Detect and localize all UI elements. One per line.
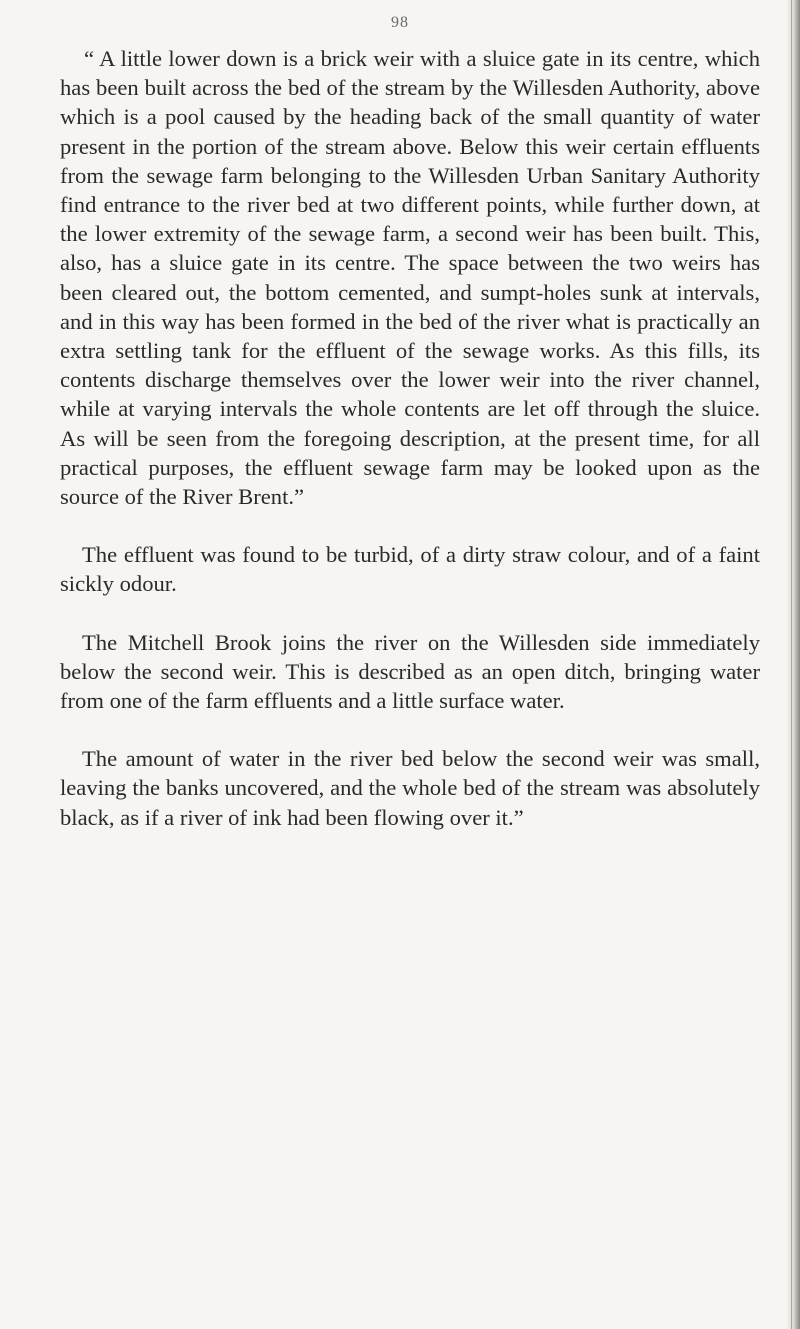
paragraph-gap (60, 715, 760, 744)
paragraph-gap (60, 511, 760, 540)
paragraph-effluent-observation: The effluent was found to be turbid, of a dirty straw colour, and of a faint sickly odour. (60, 542, 760, 597)
paragraph-river-bed: The amount of water in the river bed below the second weir was small, leaving the banks uncovered, and the whole bed of the stream was absolutely black, as if a river of ink had been flowing over it.” (60, 746, 760, 830)
paragraph-gap (60, 599, 760, 628)
body-text (60, 44, 760, 832)
paragraph-mitchell-brook: The Mitchell Brook joins the river on the Willesden side immediately below the second weir. This is described as an open ditch, bringing water from one of the farm effluents and a little surface water. (60, 629, 760, 714)
page-edge-shadow (786, 0, 800, 1329)
page-number: 98 (391, 14, 409, 31)
page-edge-line (791, 0, 792, 1329)
paragraph-quoted-description: “ A little lower down is a brick weir with a sluice gate in its centre, which has been built across the bed of the stream by the Willesden Authority, above which is a pool caused by the heading back of the small quantity of water present in the portion of the stream above. Below this weir certain effluents from the sewage farm belonging to the Willesden Urban Sanitary Authority find entrance to the river bed at two different points, while further down, at the lower extremity of the sewage farm, a second weir has been built. This, also, has a sluice gate in its centre. The space between the two weirs has been cleared out, the bottom cemented, and sumpt-holes sunk at intervals, and in this way has been formed in the bed of the river what is practically an extra settling tank for the effluent of the sewage works. As this fills, its contents discharge themselves over the lower weir into the river channel, while at varying intervals the whole contents are let off through the sluice. As will be seen from the foregoing description, at the present time, for all practical purposes, the effluent sewage farm may be looked upon as the source of the River Brent.” (60, 46, 760, 510)
